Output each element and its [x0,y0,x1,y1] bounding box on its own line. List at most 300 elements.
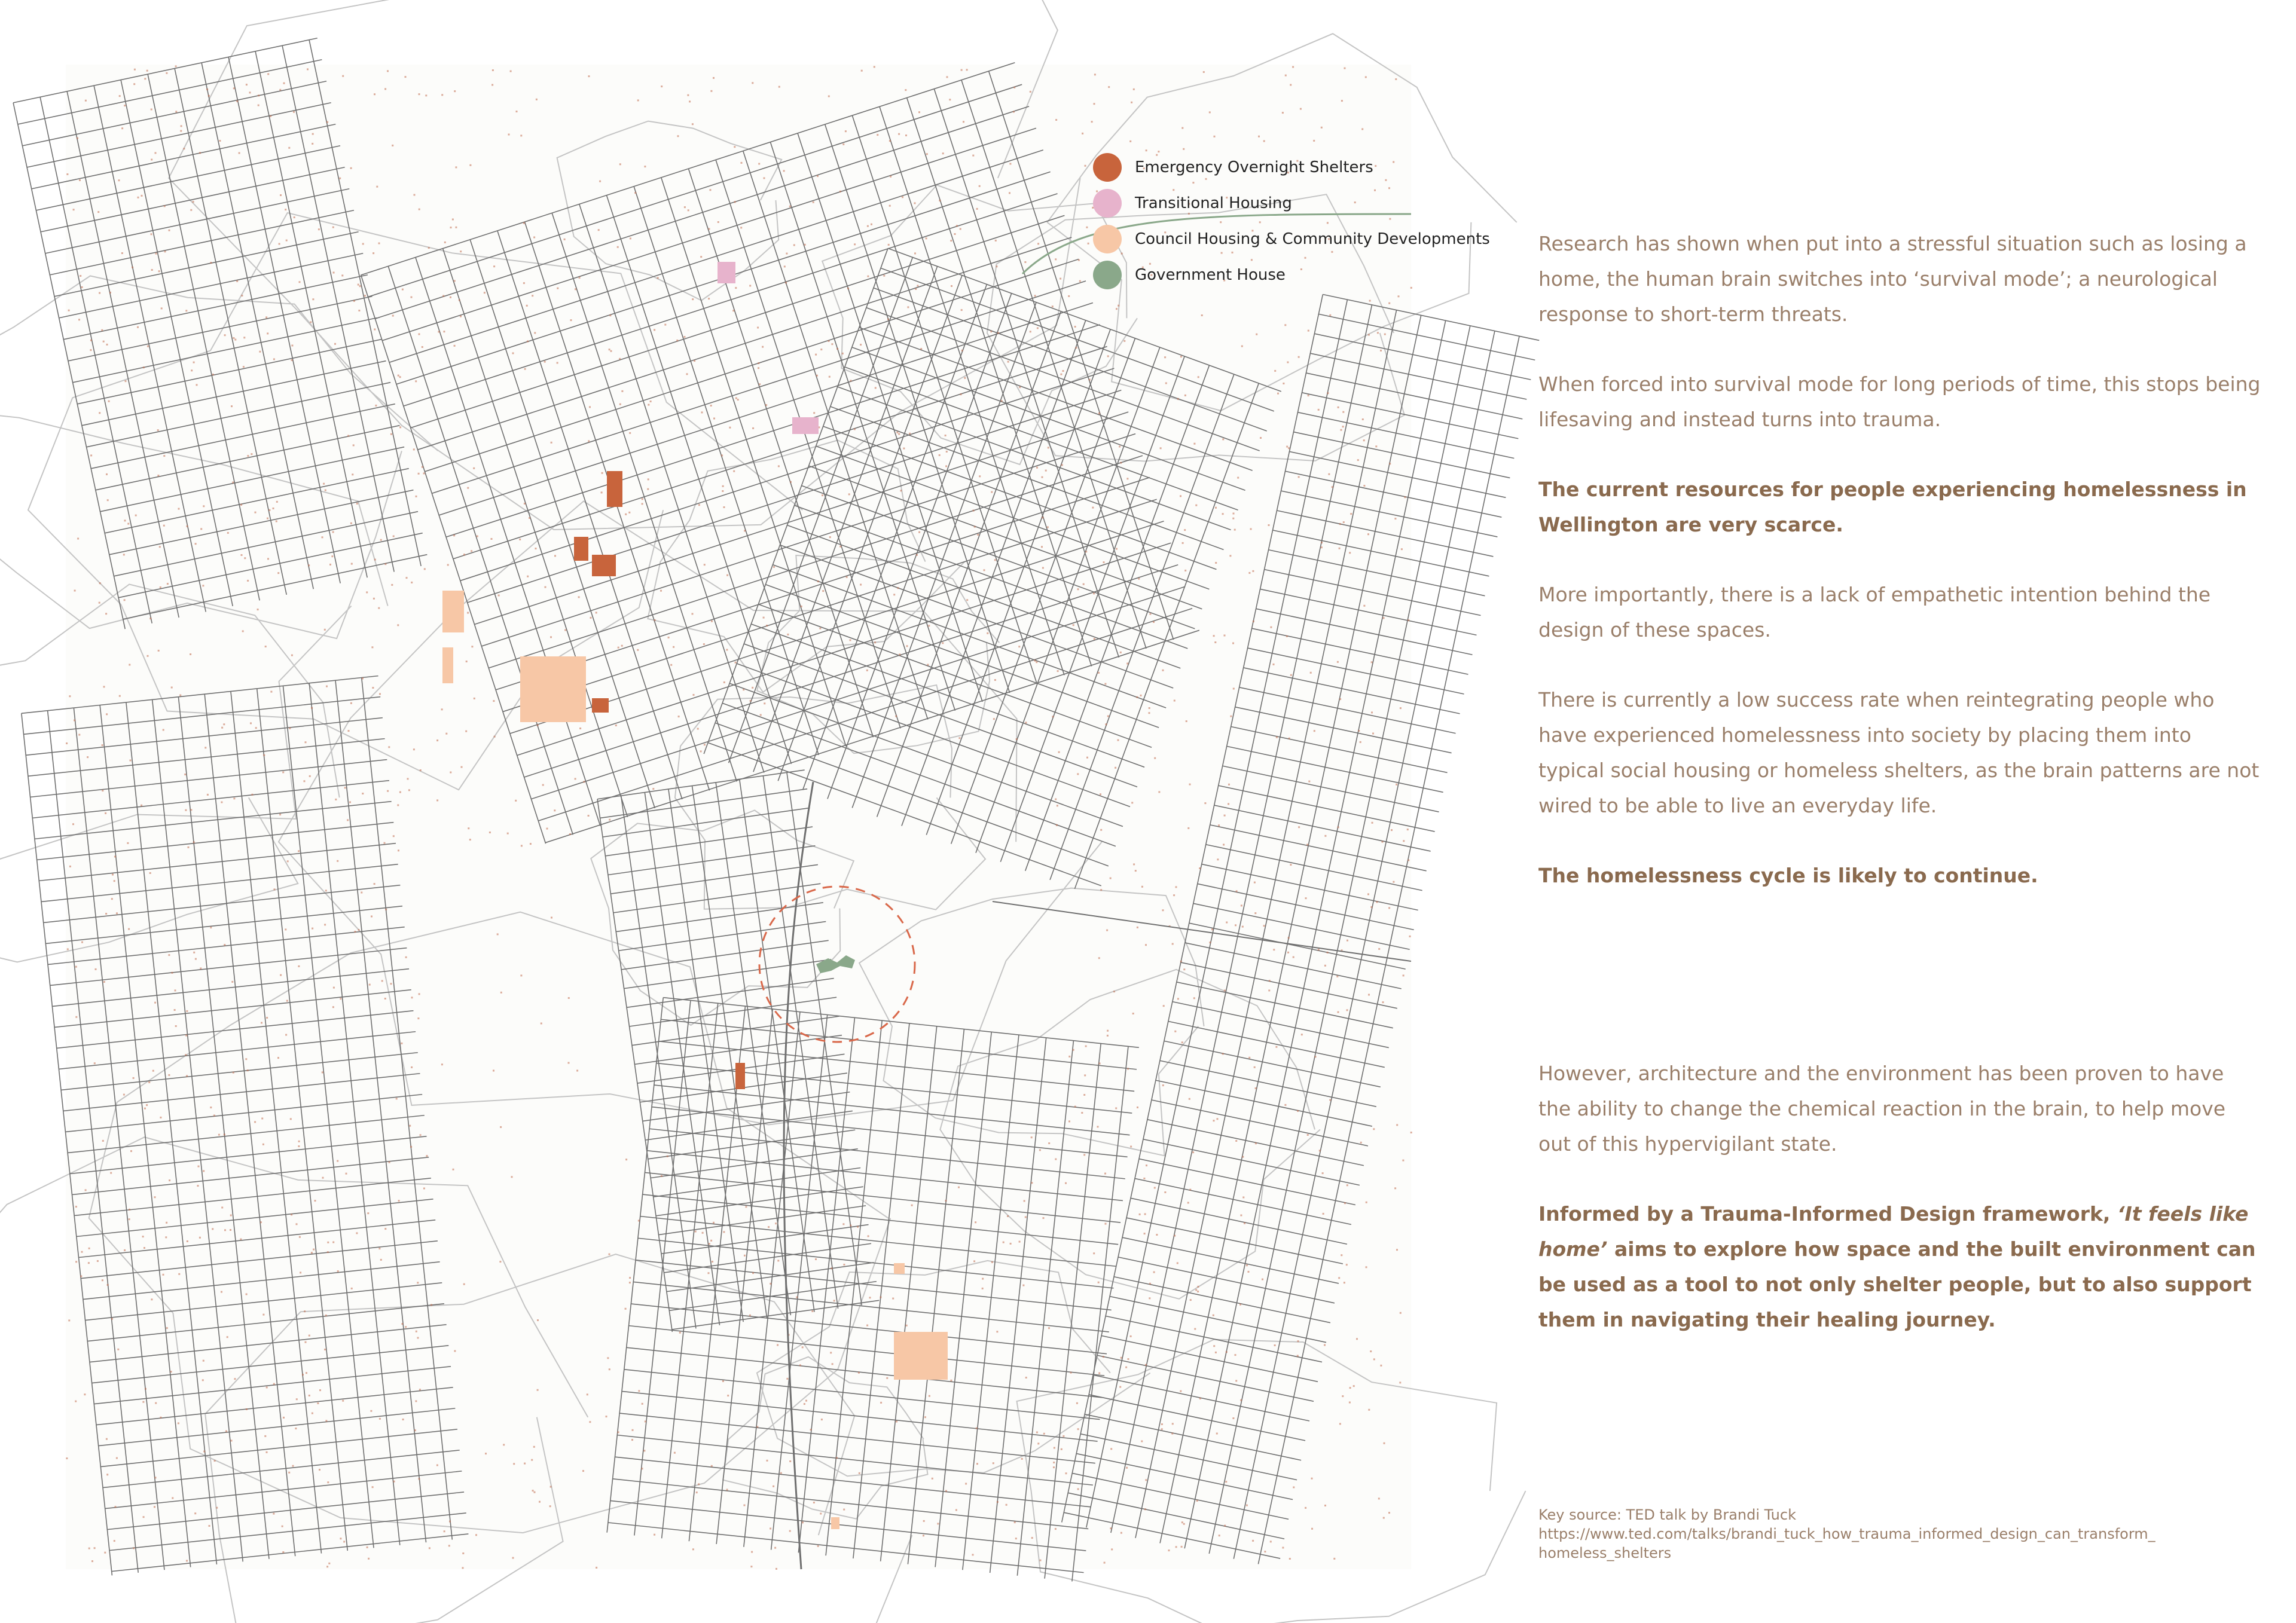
building-dot [744,1255,746,1257]
building-dot [374,93,375,95]
street-line [597,799,672,1332]
building-dot [1324,965,1326,967]
building-dot [1268,524,1270,526]
framework-intro: Informed by a Trauma-Informed Design framework, [1538,1202,2117,1225]
street-line [68,1115,425,1153]
building-dot [129,1218,130,1220]
building-dot [664,324,666,326]
building-dot [1180,1390,1181,1392]
building-dot [711,1465,713,1467]
building-dot [1318,949,1320,950]
building-dot [735,398,737,399]
building-dot [895,716,897,717]
building-dot [544,361,546,363]
building-dot [436,799,438,801]
street-line [1085,1414,1301,1460]
paragraph-cycle: The homelessness cycle is likely to continue. [1538,864,2038,887]
building-dot [1190,1299,1192,1301]
building-dot [1332,486,1333,488]
building-dot [1143,1178,1145,1179]
building-dot [175,1025,177,1027]
building-dot [1015,1538,1017,1539]
building-dot [378,1248,380,1249]
building-dot [239,152,240,154]
building-dot [178,1422,179,1424]
building-dot [85,1189,87,1191]
building-dot [111,1318,113,1320]
building-dot [858,1372,860,1374]
building-dot [965,1483,967,1485]
building-dot [436,1465,438,1466]
building-dot [324,1349,326,1350]
building-dot [353,444,355,446]
building-dot [1125,1367,1127,1368]
paragraph-scarce-resources: The current resources for people experiencing homelessness in Wellington are very scarce. [1538,478,2247,536]
street-line [1244,668,1460,714]
street-line [692,785,767,1318]
building-dot [236,280,238,282]
building-dot [531,1459,533,1461]
building-dot [154,1196,156,1198]
building-dot [246,1408,248,1410]
building-dot [752,687,753,689]
building-dot [1321,127,1323,129]
building-dot [210,262,212,264]
building-dot [415,1400,417,1402]
building-dot [77,137,78,139]
street-line [1289,451,1506,497]
building-dot [1187,827,1189,829]
building-dot [175,989,176,991]
street-line [94,85,206,612]
building-dot [1233,513,1235,515]
building-dot [1311,1478,1313,1480]
building-dot [376,186,378,188]
building-dot [1106,930,1108,931]
street-line [90,1325,447,1362]
building-dot [251,453,252,455]
building-dot [1042,567,1044,569]
building-dot [1383,1517,1385,1519]
building-dot [1349,1402,1351,1404]
building-dot [143,366,145,368]
building-dot [1282,1547,1284,1549]
building-dot [1180,356,1182,357]
building-dot [1131,102,1132,103]
building-dot [1120,652,1122,653]
building-dot [1031,1182,1033,1184]
building-dot [169,230,170,231]
building-dot [413,448,415,450]
building-dot [419,93,420,95]
building-dot [307,68,309,70]
building-dot [629,1282,631,1283]
building-dot [500,992,502,994]
building-dot [1223,844,1225,846]
building-dot [1158,791,1160,793]
building-dot [119,95,121,97]
building-dot [135,515,137,516]
building-dot [1139,1214,1141,1215]
building-dot [232,482,234,484]
building-dot [453,1169,454,1170]
street-line [607,998,663,1533]
contour-line [169,0,1080,530]
building-dot [828,340,830,342]
building-dot [227,1336,228,1338]
building-dot [817,580,819,582]
street-line [1131,1198,1347,1244]
building-dot [929,1395,930,1397]
building-dot [75,966,77,968]
building-dot [857,1226,859,1228]
building-dot [1177,998,1179,1000]
building-dot [767,1460,768,1462]
building-dot [1036,467,1038,469]
building-dot [1181,1546,1183,1548]
building-dot [942,642,944,644]
building-dot [233,797,235,799]
building-dot [1045,470,1047,472]
building-dot [312,1413,313,1414]
building-dot [625,514,627,515]
building-dot [977,534,979,536]
building-dot [224,944,225,946]
building-dot [1068,1056,1070,1057]
building-dot [523,282,525,284]
building-dot [87,756,88,758]
building-dot [667,1156,668,1157]
building-dot [335,799,337,800]
street-line [1135,1178,1351,1224]
building-dot [419,993,420,995]
building-dot [209,1525,210,1527]
council-housing-marker [442,647,453,683]
building-dot [359,285,361,287]
building-dot [1215,1352,1217,1353]
building-dot [193,201,194,203]
street-grid-west [22,676,469,1576]
building-dot [391,584,393,586]
building-dot [1133,863,1135,865]
building-dot [836,1457,838,1459]
building-dot [775,1222,777,1224]
building-dot [1373,1128,1375,1130]
building-dot [1006,1504,1007,1506]
source-url-line1: https://www.ted.com/talks/brandi_tuck_how_trauma_informed_design_can_transform_ [1538,1526,2155,1542]
building-dot [485,1453,487,1454]
building-dot [1160,447,1162,449]
building-dot [758,362,759,364]
building-dot [903,448,905,450]
building-dot [1018,646,1020,647]
building-dot [373,598,375,600]
building-dot [1168,1549,1170,1551]
building-dot [1396,784,1397,785]
building-dot [783,170,785,172]
building-dot [1409,936,1411,937]
building-dot [234,1378,236,1380]
building-dot [158,270,160,272]
building-dot [1233,688,1235,690]
building-dot [1128,1358,1129,1360]
building-dot [821,1419,823,1420]
building-dot [146,70,148,72]
building-dot [1322,1172,1324,1174]
street-line [763,776,838,1309]
building-dot [900,490,902,491]
building-dot [1161,1423,1163,1425]
building-dot [615,725,617,726]
building-dot [793,244,795,246]
building-dot [590,617,592,619]
building-dot [279,89,281,91]
building-dot [701,411,703,413]
paragraph-framework [1538,1196,2262,1337]
building-dot [789,1460,791,1462]
building-dot [966,69,968,71]
street-line [627,979,834,1008]
street-line [1206,845,1422,891]
building-dot [1189,784,1191,785]
building-dot [380,1259,382,1261]
building-dot [1098,957,1100,959]
building-dot [1094,103,1095,105]
building-dot [752,1272,754,1274]
building-dot [537,725,539,726]
building-dot [578,596,580,598]
building-dot [1065,1182,1067,1184]
building-dot [405,76,407,78]
building-dot [631,1439,633,1441]
building-dot [1022,1285,1024,1286]
street-line [1210,825,1427,871]
building-dot [1219,1535,1220,1536]
building-dot [200,528,202,530]
building-dot [99,412,100,414]
building-dot [74,720,75,722]
building-dot [1040,1560,1042,1561]
building-dot [1284,1104,1286,1106]
building-dot [1336,976,1338,977]
street-line [1126,1218,1343,1264]
building-dot [266,1451,268,1453]
building-dot [299,281,301,283]
street-line [1064,1512,1280,1558]
street-line [1097,1355,1314,1401]
legend-label-emergency: Emergency Overnight Shelters [1135,158,1373,176]
building-dot [350,702,352,704]
building-dot [763,617,765,619]
building-dot [398,849,399,851]
building-dot [588,815,590,817]
legend-label-transitional: Transitional Housing [1135,194,1292,212]
building-dot [945,1490,947,1492]
building-dot [1184,395,1186,396]
building-dot [312,143,313,145]
building-dot [1372,733,1374,735]
building-dot [1024,1200,1025,1202]
building-dot [1232,1417,1234,1419]
building-dot [625,1308,627,1310]
building-dot [693,694,695,696]
building-dot [155,1477,157,1478]
building-dot [1230,716,1232,717]
building-dot [190,809,192,811]
street-line [629,1326,1105,1376]
building-dot [193,362,195,363]
building-dot [114,856,116,858]
street-grid-north-west [13,38,429,629]
building-dot [1193,443,1195,445]
building-dot [133,1077,135,1079]
building-dot [155,253,157,255]
building-dot [1287,952,1289,953]
building-dot [551,442,552,444]
building-dot [1197,1291,1199,1292]
building-dot [1363,439,1365,441]
building-dot [1068,1120,1070,1122]
building-dot [423,1188,425,1190]
building-dot [337,1270,339,1272]
building-dot [166,1222,167,1224]
street-line [1106,1316,1322,1362]
building-dot [203,505,204,507]
building-dot [109,292,111,294]
emergency-shelter-marker [735,1063,745,1089]
building-dot [454,280,456,282]
building-dot [155,152,157,154]
building-dot [729,427,731,429]
building-dot [454,345,456,347]
building-dot [339,178,341,179]
street-line [654,1085,1130,1135]
building-dot [1273,949,1275,950]
building-dot [1144,1214,1146,1215]
building-dot [534,1491,536,1493]
building-dot [860,344,862,346]
building-dot [911,1205,913,1206]
building-dot [424,568,426,570]
building-dot [1339,523,1341,525]
building-dot [1297,1340,1299,1342]
building-dot [961,309,963,311]
building-dot [471,646,473,647]
street-line [613,1479,1089,1529]
building-dot [1268,989,1270,991]
building-dot [497,933,499,935]
street-line [389,150,1043,362]
street-line [616,903,823,932]
building-dot [723,681,725,683]
building-dot [379,1418,381,1420]
building-dot [546,828,548,830]
building-dot [902,196,903,198]
building-dot [327,1242,329,1243]
building-dot [127,523,129,525]
building-dot [1344,1282,1345,1283]
building-dot [1399,1381,1401,1383]
building-dot [570,319,572,321]
building-dot [233,337,234,339]
building-dot [1141,886,1143,888]
building-dot [171,972,173,974]
building-dot [1171,1433,1173,1435]
building-dot [507,833,509,835]
building-dot [233,1072,234,1074]
building-dot [1093,592,1095,594]
building-dot [997,332,999,334]
street-line [1258,336,1519,1564]
building-dot [1199,867,1201,869]
building-dot [599,181,601,182]
building-dot [97,1260,99,1262]
building-dot [419,209,420,210]
building-dot [1366,1202,1367,1203]
building-dot [1382,841,1384,843]
building-dot [145,1388,146,1390]
building-dot [324,629,326,631]
building-dot [523,222,525,224]
building-dot [596,1567,597,1569]
building-dot [576,1070,578,1072]
building-dot [692,123,694,125]
building-dot [178,1273,180,1275]
street-line [77,1199,433,1237]
street-line [1160,315,1421,1543]
building-dot [799,1364,801,1366]
building-dot [820,1513,822,1515]
street-line [255,51,367,577]
building-dot [1010,1243,1012,1245]
council-housing-dot-icon [1093,225,1122,253]
building-dot [700,750,702,752]
building-dot [1062,1435,1064,1437]
building-dot [1176,886,1177,888]
street-line [935,1032,991,1567]
building-dot [149,872,151,874]
building-dot [121,127,123,129]
building-dot [1098,672,1100,674]
building-dot [618,1431,619,1433]
street-line [638,1238,1114,1288]
building-dot [860,584,862,586]
building-dot [1145,944,1147,946]
building-dot [1094,638,1095,640]
building-dot [1195,505,1197,506]
building-dot [110,1172,112,1174]
building-dot [114,1540,115,1542]
city-map [66,65,1490,1569]
building-dot [298,850,300,852]
building-dot [1213,1345,1215,1347]
building-dot [112,874,114,876]
building-dot [1116,548,1118,550]
building-dot [830,1352,832,1353]
building-dot [151,109,152,111]
building-dot [1395,78,1397,80]
building-dot [461,766,463,768]
building-dot [928,625,930,626]
street-line [1209,326,1470,1554]
building-dot [88,1262,90,1264]
building-dot [850,380,851,381]
building-dot [102,1279,103,1281]
building-dot [411,582,413,583]
street-line [37,823,394,860]
building-dot [677,135,679,137]
building-dot [1370,906,1372,908]
